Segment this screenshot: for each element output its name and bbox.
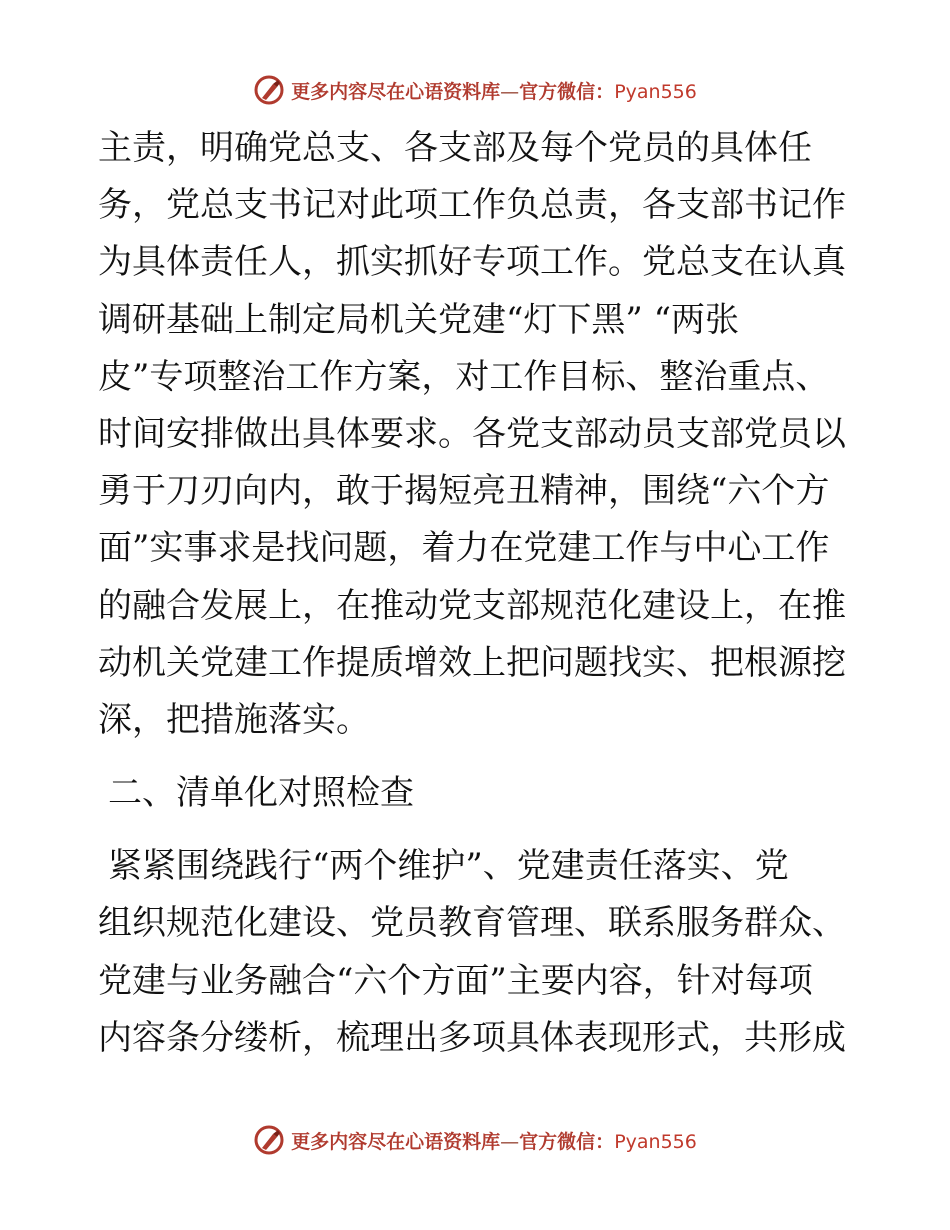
text-line: 的融合发展上，在推动党支部规范化建设上，在推 (98, 585, 846, 626)
text-line: 面”实事求是找问题，着力在党建工作与中心工作 (98, 528, 830, 569)
text-line: 务，党总支书记对此项工作负总责，各支部书记作 (98, 185, 846, 226)
pen-nib-logo-icon (253, 1124, 285, 1156)
text-line: 组织规范化建设、党员教育管理、联系服务群众、 (98, 903, 846, 944)
pen-nib-logo-icon (253, 74, 285, 106)
paragraph-2 (98, 838, 858, 1067)
footer-banner (0, 1120, 950, 1160)
header-banner-text: 更多内容尽在心语资料库—官方微信：Pyan556 (291, 80, 697, 103)
text-line: 深，把措施落实。 (98, 699, 370, 740)
text-line: 党建与业务融合“六个方面”主要内容，针对每项 (98, 960, 813, 1001)
header-banner (0, 70, 950, 110)
text-line: 勇于刀刃向内，敢于揭短亮丑精神，围绕“六个方 (98, 471, 830, 512)
text-line: 紧紧围绕践行“两个维护”、党建责任落实、党 (108, 846, 789, 887)
section-heading: 二、清单化对照检查 (108, 773, 414, 814)
text-line: 内容条分缕析，梳理出多项具体表现形式，共形成 (98, 1017, 846, 1058)
text-line: 皮”专项整治工作方案，对工作目标、整治重点、 (98, 356, 830, 397)
document-body (98, 120, 858, 1067)
text-line: 时间安排做出具体要求。各党支部动员支部党员以 (98, 413, 846, 454)
text-line: 调研基础上制定局机关党建“灯下黑” “两张 (98, 299, 739, 340)
text-line: 主责，明确党总支、各支部及每个党员的具体任 (98, 128, 812, 168)
footer-banner-text: 更多内容尽在心语资料库—官方微信：Pyan556 (291, 1130, 697, 1153)
paragraph-1 (98, 120, 858, 749)
text-line: 为具体责任人，抓实抓好专项工作。党总支在认真 (98, 242, 846, 283)
text-line: 动机关党建工作提质增效上把问题找实、把根源挖 (98, 642, 846, 683)
